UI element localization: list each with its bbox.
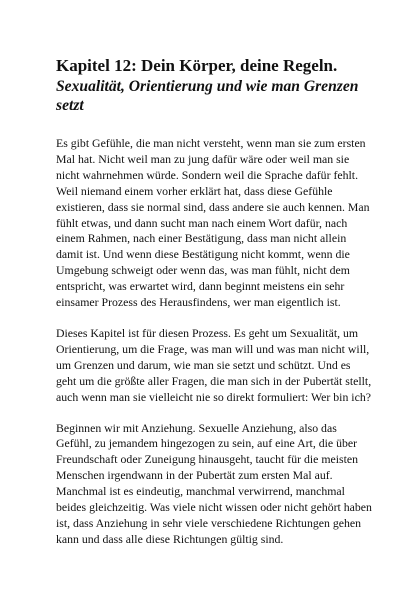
chapter-subtitle: Sexualität, Orientierung und wie man Grenzen setzt: [56, 78, 359, 114]
chapter-body: [56, 136, 372, 548]
paragraph-1: Es gibt Gefühle, die man nicht versteht, wenn man sie zum ersten Mal hat. Nicht weil man zu jung dafür wäre oder weil man sie nicht wahrnehmen würde. Sondern weil die Sprache dafür fehlt. Weil niemand einem vorher erklärt hat, dass diese Gefühle existieren, dass sie normal sind, dass andere sie auch kennen. Man fühlt etwas, und dann sucht man nach einem Wort dafür, nach einem Rahmen, nach einer Bestätigung, dass man nicht allein damit ist. Und wenn diese Bestätigung nicht kommt, wenn die Umgebung schweigt oder wenn das, was man fühlt, nicht dem entspricht, was erwartet wird, dann beginnt meistens ein sehr einsamer Prozess des Herausfindens, wer man eigentlich ist.: [56, 136, 370, 310]
paragraph-3: Beginnen wir mit Anziehung. Sexuelle Anziehung, also das Gefühl, zu jemandem hingezogen zu sein, auf eine Art, die über Freundschaft oder Zuneigung hinausgeht, taucht für die meisten Menschen irgendwann in der Pubertät zum ersten Mal auf. Manchmal ist es eindeutig, manchmal verwirrend, manchmal beides gleichzeitig. Was viele nicht wissen oder nicht gehört haben ist, dass Anziehung in sehr viele verschiedene Richtungen gehen kann und dass alle diese Richtungen gültig sind.: [56, 420, 372, 546]
chapter-title: Kapitel 12: Dein Körper, deine Regeln.: [56, 56, 338, 75]
book-page: [56, 55, 372, 563]
paragraph-2: Dieses Kapitel ist für diesen Prozess. Es geht um Sexualität, um Orientierung, um die Frage, was man will und was man nicht will, um Grenzen und darum, wie man sie setzt und schützt. Und es geht um die größte aller Fragen, die man sich in der Pubertät stellt, auch wenn man sie vielleicht nie so direkt formuliert: Wer bin ich?: [56, 325, 372, 404]
